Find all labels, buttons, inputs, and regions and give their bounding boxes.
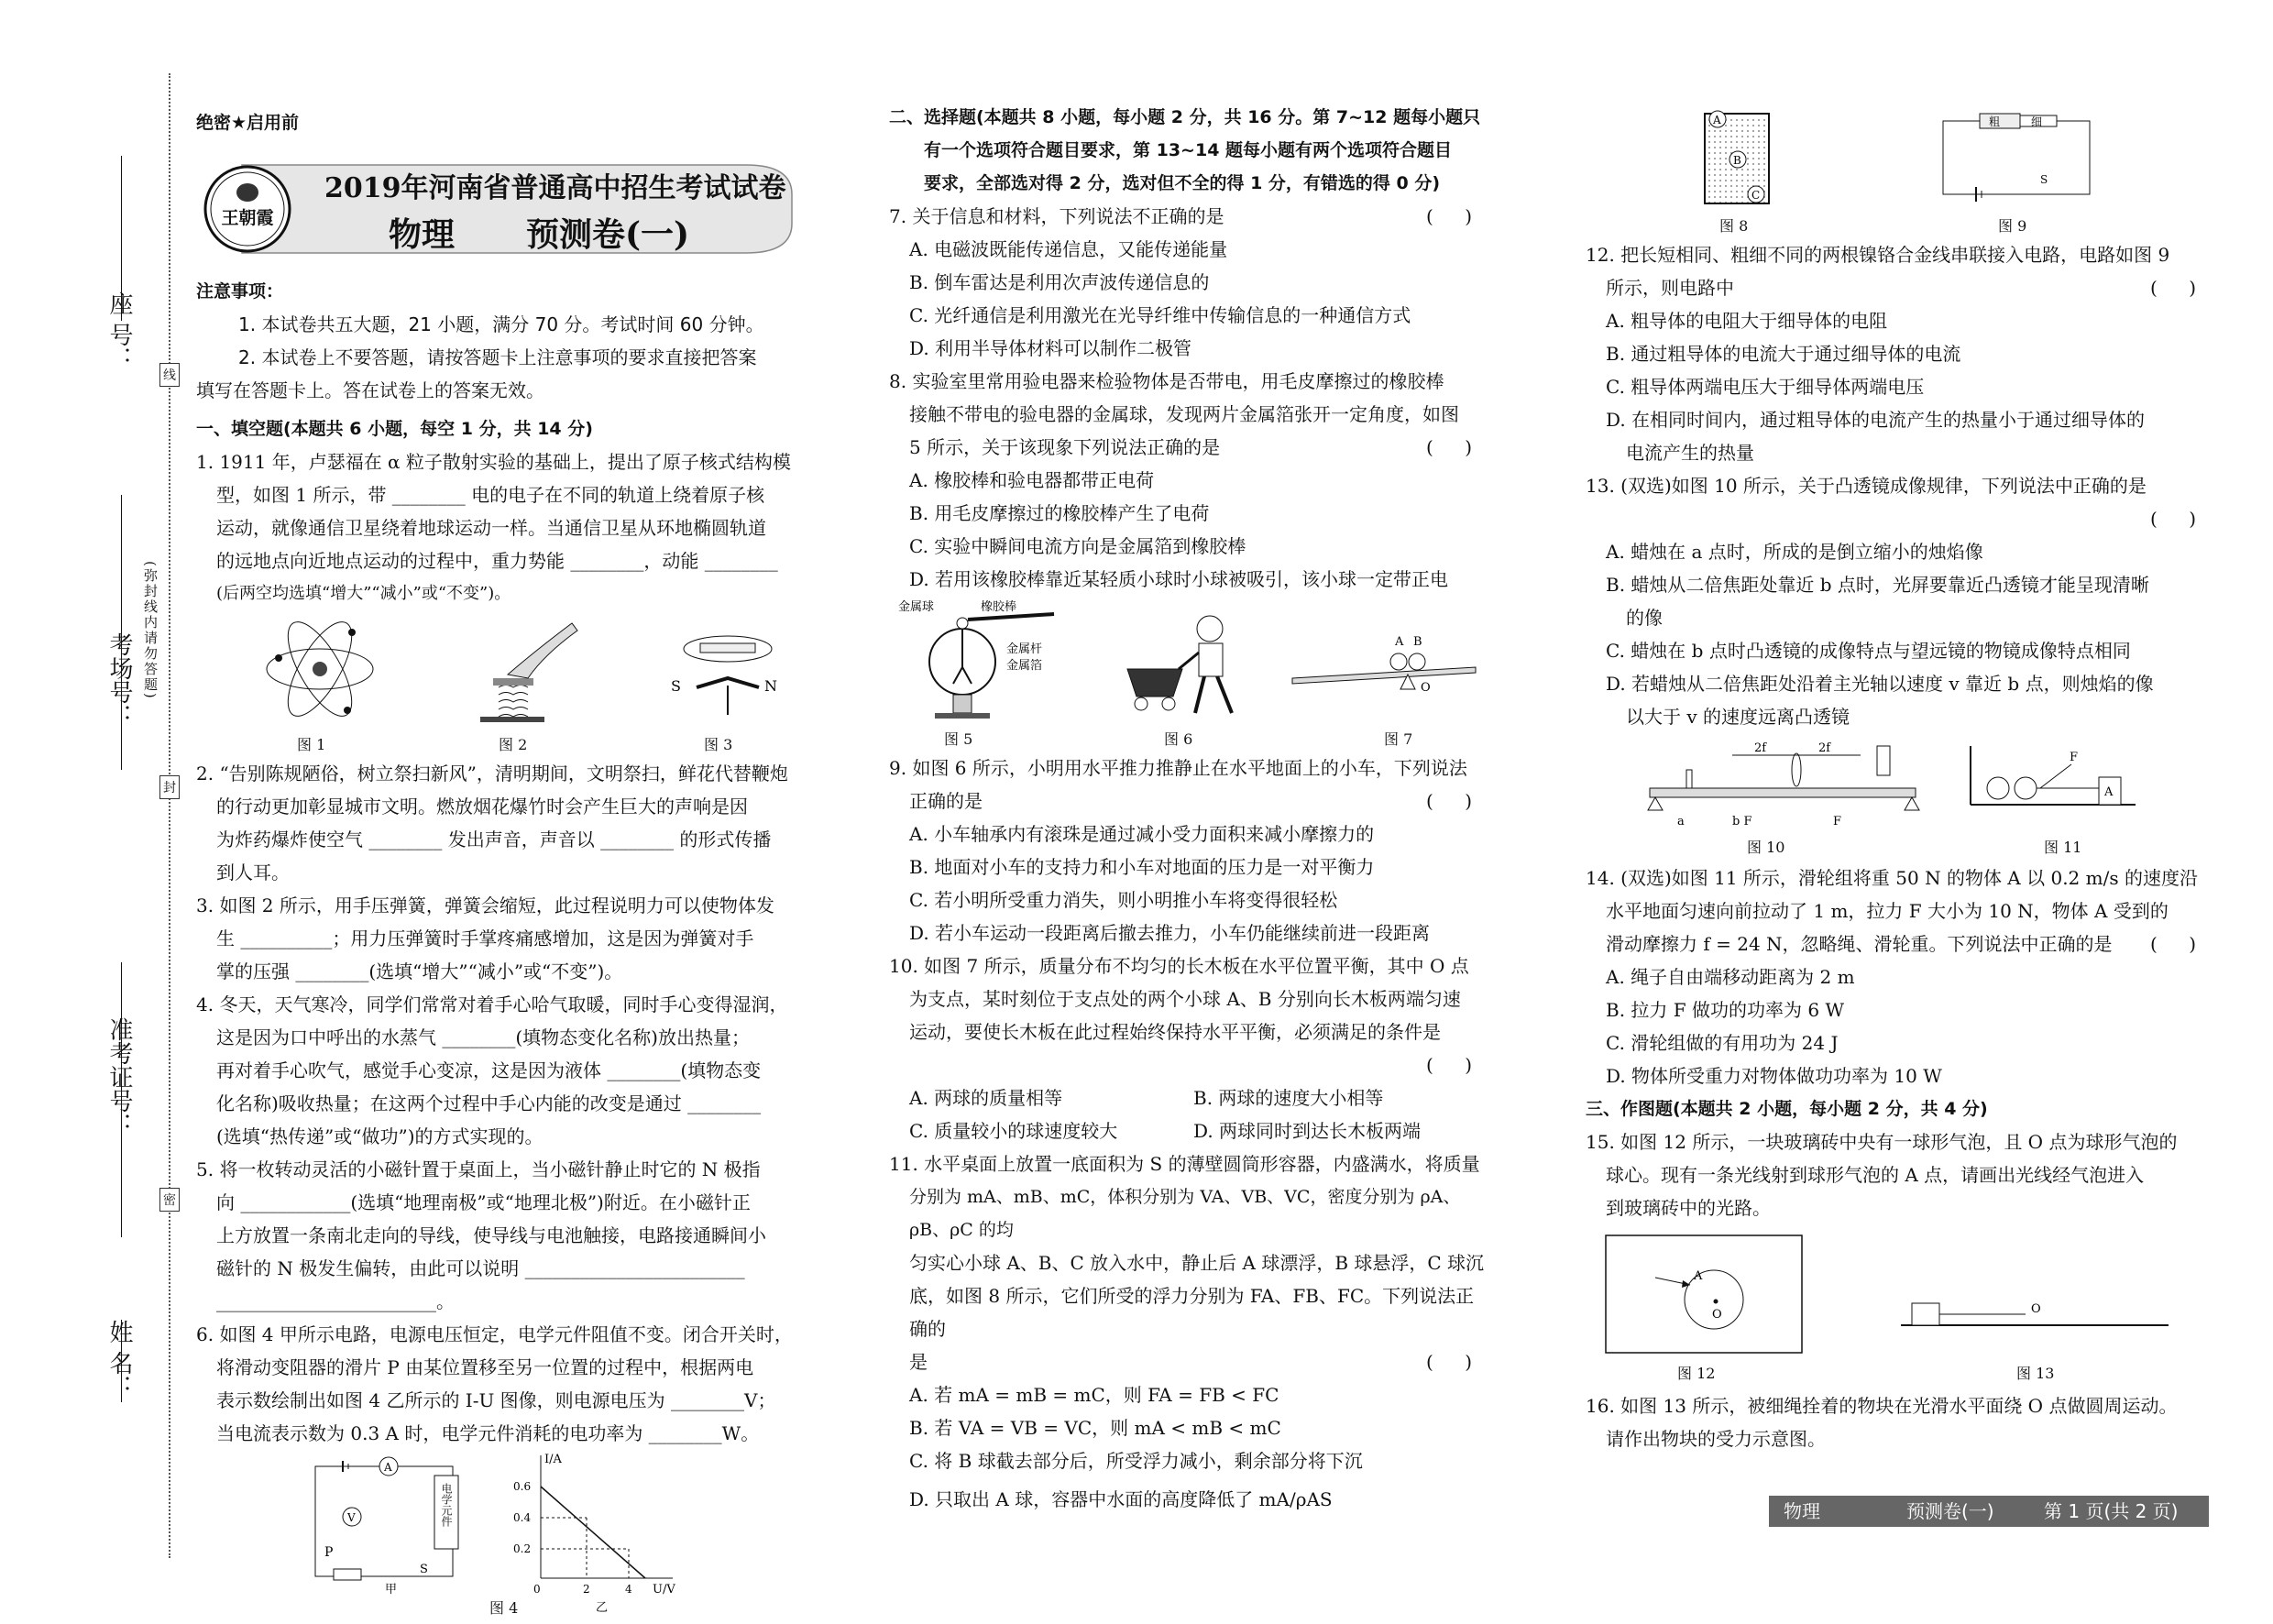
graph-tick-x: 0 (533, 1583, 541, 1596)
fig10-label: b F (1732, 815, 1752, 828)
question-12 (1586, 238, 2209, 469)
answer-paren: ( ) (1426, 1054, 1485, 1076)
figures-12-13 (1586, 1224, 2209, 1389)
q7-option: D. 利用半导体材料可以制作二极管 (909, 337, 1192, 359)
q11-option: D. 只取出 A 球，容器中水面的高度降低了 mA/ρAS (909, 1488, 1333, 1510)
q10-line: 为支点，某时刻位于支点处的两个小球 A、B 分别向长木板两端匀速 (909, 988, 1461, 1010)
push-cart-figure (1118, 605, 1256, 724)
q7-stem: 7. 关于信息和材料，下列说法不正确的是 (889, 205, 1224, 227)
fig5-label: 金属杆 (1006, 642, 1043, 656)
rope-block-figure (1897, 1289, 2172, 1344)
svg-text:B: B (1413, 635, 1422, 649)
fig5-label: 金属箔 (1006, 659, 1043, 673)
q5-line: 向 ____________(选填“地理南极”或“地理北极”)附近。在小磁针正 (216, 1191, 751, 1213)
notice-item-2b: 填写在答题卡上。答在试卷上的答案无效。 (196, 379, 544, 401)
q13-option: 的像 (1626, 607, 1663, 629)
svg-text:A: A (384, 1461, 392, 1474)
fig9-caption: 图 9 (1998, 217, 2027, 235)
q8-line: 8. 实验室里常用验电器来检验物体是否带电，用毛皮摩擦过的橡胶棒 (889, 370, 1444, 392)
q9-line: 正确的是 (909, 790, 983, 812)
fig4a-label: 甲 (385, 1583, 398, 1597)
svg-text:O: O (1421, 681, 1431, 695)
q10-option: D. 两球同时到达长木板两端 (1193, 1120, 1422, 1142)
question-16 (1586, 1389, 2209, 1455)
q13-option: B. 蜡烛从二倍焦距处靠近 b 点时，光屏要靠近凸透镜才能呈现清晰 (1606, 574, 2149, 596)
pulley-figure (1961, 737, 2145, 819)
electroscope-figure (898, 596, 1082, 724)
q9-option: D. 若小车运动一段距离后撤去推力，小车仍能继续前进一段距离 (909, 922, 1431, 944)
q10-option: C. 质量较小的球速度较大 (909, 1120, 1118, 1142)
q11-option: B. 若 VA = VB = VC，则 mA < mB < mC (909, 1417, 1281, 1439)
column-3 (1586, 101, 2209, 1455)
fig8-caption: 图 8 (1719, 217, 1749, 235)
q12-line: 所示，则电路中 (1606, 277, 1734, 299)
q11-line: 匀实心小球 A、B、C 放入水中，静止后 A 球漂浮，B 球悬浮，C 球沉 (909, 1252, 1485, 1274)
fig4b-label: 乙 (596, 1601, 609, 1615)
room-label: 考场号： (105, 632, 133, 728)
question-9 (889, 752, 1485, 949)
q16-line: 请作出物块的受力示意图。 (1606, 1428, 1826, 1450)
exam-title: 2019年河南省普通高中招生考试试卷 (324, 172, 786, 204)
question-5 (196, 1153, 808, 1318)
question-6 (196, 1318, 808, 1450)
iu-graph-figure-4b (508, 1450, 682, 1615)
figure-4 (196, 1450, 808, 1624)
question-8 (889, 365, 1485, 596)
svg-text:N: N (764, 677, 777, 695)
footer-page: 第 1 页(共 2 页) (2044, 1500, 2179, 1522)
q13-option: A. 蜡烛在 a 点时，所成的是倒立缩小的烛焰像 (1606, 541, 1983, 563)
question-15 (1586, 1125, 2209, 1224)
fig5-caption: 图 5 (944, 730, 973, 748)
title-banner (196, 158, 810, 258)
svg-text:F: F (2070, 751, 2079, 764)
q2-line: 的行动更加彰显城市文明。燃放烟花爆竹时会产生巨大的声响是因 (216, 796, 748, 817)
q11-option: C. 将 B 球截去部分后，所受浮力减小，剩余部分将下沉 (909, 1450, 1363, 1472)
q13-option: 以大于 v 的速度远离凸透镜 (1626, 706, 1850, 728)
atom-model-figure (260, 614, 379, 729)
question-2 (196, 757, 808, 889)
q7-option: C. 光纤通信是利用激光在光导纤维中传输信息的一种通信方式 (909, 304, 1411, 326)
fig5-label: 橡胶棒 (981, 600, 1017, 614)
binding-sidebar (0, 0, 183, 1596)
notice-title: 注意事项： (196, 281, 284, 302)
answer-paren: ( ) (2150, 933, 2209, 955)
q13-option: C. 蜡烛在 b 点时凸透镜的成像特点与望远镜的物镜成像特点相同 (1606, 640, 2131, 662)
notice-item-1: 1. 本试卷共五大题，21 小题，满分 70 分。考试时间 60 分钟。 (238, 313, 764, 335)
q2-line: 到人耳。 (216, 861, 290, 883)
q10-line: 10. 如图 7 所示，质量分布不均匀的长木板在水平位置平衡，其中 O 点 (889, 955, 1469, 977)
q6-line: 表示数绘制出如图 4 乙所示的 I-U 图像，则电源电压为 ________V； (216, 1389, 776, 1411)
seal-tag-seal: 封 (159, 775, 180, 799)
fig3-caption: 图 3 (704, 736, 733, 753)
q10-line: 运动，要使长木板在此过程始终保持水平平衡，必须满足的条件是 (909, 1021, 1441, 1043)
page-footer (1769, 1496, 2209, 1527)
element-label: 电学元件 (440, 1483, 453, 1527)
svg-text:C: C (1751, 189, 1761, 202)
q14-option: A. 绳子自由端移动距离为 2 m (1606, 966, 1855, 988)
q10-option: A. 两球的质量相等 (909, 1087, 1063, 1109)
fig10-label: 2f (1754, 741, 1767, 755)
fig7-caption: 图 7 (1384, 730, 1413, 748)
fig10-label: a (1677, 815, 1685, 828)
graph-tick-y: 0.6 (513, 1480, 532, 1493)
q2-line: 2. “告别陈规陋俗，树立祭扫新风”，清明期间，文明祭扫，鲜花代替鞭炮 (196, 763, 788, 785)
fig9-label: 细 (2031, 115, 2043, 128)
q5-line: 上方放置一条南北走向的导线，使导线与电池触接，电路接通瞬间小 (216, 1224, 766, 1246)
svg-text:A: A (2104, 785, 2114, 799)
subject-title: 物理 (389, 215, 456, 254)
q12-option: A. 粗导体的电阻大于细导体的电阻 (1606, 310, 1888, 332)
question-3 (196, 889, 808, 988)
footer-paper: 预测卷(一) (1906, 1500, 1994, 1522)
secret-mark: 绝密★启用前 (196, 113, 300, 133)
graph-tick-y: 0.2 (513, 1542, 532, 1555)
q1-line: 型，如图 1 所示，带 ________ 电的电子在不同的轨道上绕着原子核 (216, 484, 765, 506)
footer-subject: 物理 (1784, 1500, 1820, 1522)
svg-text:S: S (671, 677, 681, 695)
svg-text:P: P (324, 1545, 334, 1560)
q5-line: 5. 将一枚转动灵活的小磁针置于桌面上，当小磁针静止时它的 N 极指 (196, 1158, 761, 1180)
figures-5-7 (889, 596, 1485, 752)
q12-option: 电流产生的热量 (1626, 442, 1754, 464)
question-10 (889, 949, 1485, 1147)
question-14 (1586, 861, 2209, 1092)
section2-title: 二、选择题(本题共 8 小题，每小题 2 分，共 16 分。第 7~12 题每小题只 (889, 107, 1481, 127)
lever-balls-figure (1292, 632, 1485, 706)
q12-option: D. 在相同时间内，通过粗导体的电流产生的热量小于通过细导体的 (1606, 409, 2146, 431)
q8-option: B. 用毛皮摩擦过的橡胶棒产生了电荷 (909, 502, 1210, 524)
q4-line: 再对着手心吹气，感觉手心变凉，这是因为液体 ________(填物态变 (216, 1059, 762, 1081)
answer-paren: ( ) (1426, 205, 1485, 227)
lens-bench-figure (1641, 737, 1925, 828)
magnetic-needle-figure (664, 614, 783, 729)
question-11 (889, 1147, 1485, 1516)
q3-line: 掌的压强 ________(选填“增大”“减小”或“不变”)。 (216, 960, 623, 982)
q6-line: 将滑动变阻器的滑片 P 由某位置移至另一位置的过程中，根据两电 (216, 1356, 754, 1378)
q6-line: 当电流表示数为 0.3 A 时，电学元件消耗的电功率为 ________W。 (216, 1422, 760, 1444)
q4-line: (选填“热传递”或“做功”)的方式实现的。 (216, 1125, 544, 1147)
fig9-label: S (2040, 173, 2048, 186)
seal-notice: (弥封线内请勿答题) (142, 561, 159, 700)
q11-line: 11. 水平桌面上放置一底面积为 S 的薄壁圆筒形容器，内盛满水，将质量 (889, 1153, 1480, 1175)
q15-line: 到玻璃砖中的光路。 (1606, 1197, 1771, 1219)
fig9-label: 粗 (1989, 115, 2001, 128)
section2-title: 有一个选项符合题目要求，第 13~14 题每小题有两个选项符合题目 (924, 140, 1453, 160)
figures-10-11 (1586, 733, 2209, 861)
svg-text:A: A (1395, 635, 1404, 649)
q13-option: D. 若蜡烛从二倍焦距处沿着主光轴以速度 v 靠近 b 点，则烛焰的像 (1606, 673, 2154, 695)
q9-option: B. 地面对小车的支持力和小车对地面的压力是一对平衡力 (909, 856, 1375, 878)
q1-line: 的远地点向近地点运动的过程中，重力势能 ________，动能 ________ (216, 550, 778, 572)
q11-option: A. 若 mA = mB = mC，则 FA = FB < FC (909, 1384, 1279, 1406)
q1-line: 运动，就像通信卫星绕着地球运动一样。当通信卫星从环地椭圆轨道 (216, 517, 766, 539)
svg-text:A: A (1713, 114, 1721, 126)
q1-line: (后两空均选填“增大”“减小”或“不变”)。 (216, 584, 511, 603)
seal-dotted-line (169, 73, 170, 1558)
q9-option: C. 若小明所受重力消失，则小明推小车将变得很轻松 (909, 889, 1338, 911)
seal-tag-line: 线 (159, 363, 180, 387)
fig11-caption: 图 11 (2044, 839, 2082, 856)
id-label: 准考证号： (105, 1017, 133, 1136)
section-fill-in (196, 412, 808, 1624)
question-13 (1586, 469, 2209, 733)
q12-option: B. 通过粗导体的电流大于通过细导体的电流 (1606, 343, 1961, 365)
glass-bubble-figure (1604, 1234, 1806, 1357)
q8-option: A. 橡胶棒和验电器都带正电荷 (909, 469, 1155, 491)
logo-text: 王朝霞 (221, 208, 274, 228)
section-choice (889, 101, 1485, 1516)
q4-line: 这是因为口中呼出的水蒸气 ________(填物态变化名称)放出热量； (216, 1026, 750, 1048)
q3-line: 3. 如图 2 所示，用手压弹簧，弹簧会缩短，此过程说明力可以使物体发 (196, 894, 774, 916)
answer-paren: ( ) (1426, 790, 1485, 812)
q5-line: ________________________。 (216, 1290, 455, 1312)
q8-option: C. 实验中瞬间电流方向是金属箔到橡胶棒 (909, 535, 1246, 557)
fig2-caption: 图 2 (499, 736, 528, 753)
figures-1-3 (196, 610, 808, 757)
q4-line: 4. 冬天，天气寒冷，同学们常常对着手心哈气取暖，同时手心变得湿润， (196, 993, 788, 1015)
q8-line: 5 所示，关于该现象下列说法正确的是 (909, 436, 1221, 458)
svg-text:B: B (1733, 154, 1741, 167)
wire-circuit-figure (1925, 110, 2108, 202)
seal-tag-secret: 密 (159, 1188, 180, 1212)
q9-line: 9. 如图 6 所示，小明用水平推力推静止在水平地面上的小车，下列说法 (889, 757, 1467, 779)
seat-label: 座 号： (105, 291, 133, 371)
question-7 (889, 200, 1485, 365)
logo-seal-icon (202, 163, 293, 255)
svg-text:S: S (420, 1563, 428, 1576)
answer-paren: ( ) (2150, 508, 2209, 530)
section1-title: 一、填空题(本题共 6 小题，每空 1 分，共 14 分) (196, 419, 593, 439)
q4-line: 化名称)吸收热量；在这两个过程中手心内能的改变是通过 ________ (216, 1092, 762, 1114)
graph-tick-y: 0.4 (513, 1511, 532, 1524)
q14-line: 水平地面匀速向前拉动了 1 m，拉力 F 大小为 10 N，物体 A 受到的 (1606, 900, 2169, 922)
fig10-caption: 图 10 (1747, 839, 1785, 856)
q12-line: 12. 把长短相同、粗细不同的两根镍铬合金线串联接入电路，电路如图 9 (1586, 244, 2170, 266)
q11-line: 是 (909, 1351, 928, 1373)
q8-option: D. 若用该橡胶棒靠近某轻质小球时小球被吸引，该小球一定带正电 (909, 568, 1449, 590)
q7-option: A. 电磁波既能传递信息，又能传递能量 (909, 238, 1228, 260)
q3-line: 生 __________；用力压弹簧时手掌疼痛感增加，这是因为弹簧对手 (216, 927, 754, 949)
q2-line: 为炸药爆炸使空气 ________ 发出声音，声音以 ________ 的形式传播 (216, 828, 772, 850)
fig1-caption: 图 1 (297, 736, 326, 753)
q6-line: 6. 如图 4 甲所示电路，电源电压恒定，电学元件阻值不变。闭合开关时， (196, 1323, 793, 1345)
container-balls-figure (1696, 106, 1778, 207)
notice-item-2a: 2. 本试卷上不要答题，请按答题卡上注意事项的要求直接把答案 (238, 346, 757, 368)
fig10-label: 2f (1818, 741, 1831, 755)
answer-paren: ( ) (1426, 1351, 1485, 1373)
fig13-caption: 图 13 (2016, 1365, 2055, 1382)
q11-line: 底，如图 8 所示，它们所受的浮力分别为 FA、FB、FC。下列说法正确的 (909, 1285, 1475, 1340)
q1-line: 1. 1911 年，卢瑟福在 α 粒子散射实验的基础上，提出了原子核式结构模 (196, 451, 791, 473)
q14-option: C. 滑轮组做的有用功为 24 J (1606, 1032, 1839, 1054)
svg-text:A: A (1694, 1269, 1703, 1283)
fig10-label: F (1833, 815, 1842, 828)
graph-x-label: U/V (653, 1583, 675, 1597)
question-4 (196, 988, 808, 1153)
graph-tick-x: 2 (583, 1583, 590, 1596)
q5-line: 磁针的 N 极发生偏转，由此可以说明 ________________________ (216, 1257, 745, 1279)
section2-title: 要求，全部选对得 2 分，选对但不全的得 1 分，有错选的得 0 分) (924, 173, 1441, 193)
q15-line: 球心。现有一条光线射到球形气泡的 A 点，请画出光线经气泡进入 (1606, 1164, 2145, 1186)
svg-text:V: V (347, 1511, 356, 1524)
figures-8-9 (1586, 101, 2209, 238)
section3-title: 三、作图题(本题共 2 小题，每小题 2 分，共 4 分) (1586, 1099, 1988, 1119)
svg-text:O: O (2031, 1302, 2041, 1316)
q9-option: A. 小车轴承内有滚珠是通过减小受力面积来减小摩擦力的 (909, 823, 1375, 845)
question-1 (196, 445, 808, 610)
spring-press-figure (471, 614, 581, 729)
fig12-caption: 图 12 (1677, 1365, 1716, 1382)
graph-y-label: I/A (544, 1453, 562, 1466)
q15-line: 15. 如图 12 所示，一块玻璃砖中央有一球形气泡，且 O 点为球形气泡的 (1586, 1131, 2178, 1153)
name-label: 姓 名： (105, 1320, 133, 1399)
answer-paren: ( ) (2150, 277, 2209, 299)
fig4-caption: 图 4 (489, 1599, 519, 1617)
q14-line: 14. (双选)如图 11 所示，滑轮组将重 50 N 的物体 A 以 0.2 m/s 的速度沿 (1586, 867, 2198, 889)
q8-line: 接触不带电的验电器的金属球，发现两片金属箔张开一定角度，如图 (909, 403, 1459, 425)
q12-option: C. 粗导体两端电压大于细导体两端电压 (1606, 376, 1925, 398)
graph-tick-x: 4 (625, 1583, 632, 1596)
q16-line: 16. 如图 13 所示，被细绳拴着的物块在光滑水平面绕 O 点做圆周运动。 (1586, 1395, 2178, 1417)
q10-option: B. 两球的速度大小相等 (1193, 1087, 1384, 1109)
fig6-caption: 图 6 (1164, 730, 1193, 748)
q14-line: 滑动摩擦力 f = 24 N，忽略绳、滑轮重。下列说法中正确的是 (1606, 933, 2113, 955)
q13-stem: 13. (双选)如图 10 所示，关于凸透镜成像规律，下列说法中正确的是 (1586, 475, 2147, 497)
q11-line: 分别为 mA、mB、mC，体积分别为 VA、VB、VC，密度分别为 ρA、ρB、ρC 的均 (909, 1187, 1461, 1240)
notice-block (196, 275, 810, 407)
answer-paren: ( ) (1426, 436, 1485, 458)
paper-title: 预测卷(一) (526, 215, 690, 254)
q14-option: B. 拉力 F 做功的功率为 6 W (1606, 999, 1844, 1021)
q14-option: D. 物体所受重力对物体做功功率为 10 W (1606, 1065, 1942, 1087)
publisher-logo (202, 163, 293, 255)
svg-text:O: O (1712, 1308, 1722, 1322)
fig5-label: 金属球 (898, 600, 935, 614)
q7-option: B. 倒车雷达是利用次声波传递信息的 (909, 271, 1210, 293)
